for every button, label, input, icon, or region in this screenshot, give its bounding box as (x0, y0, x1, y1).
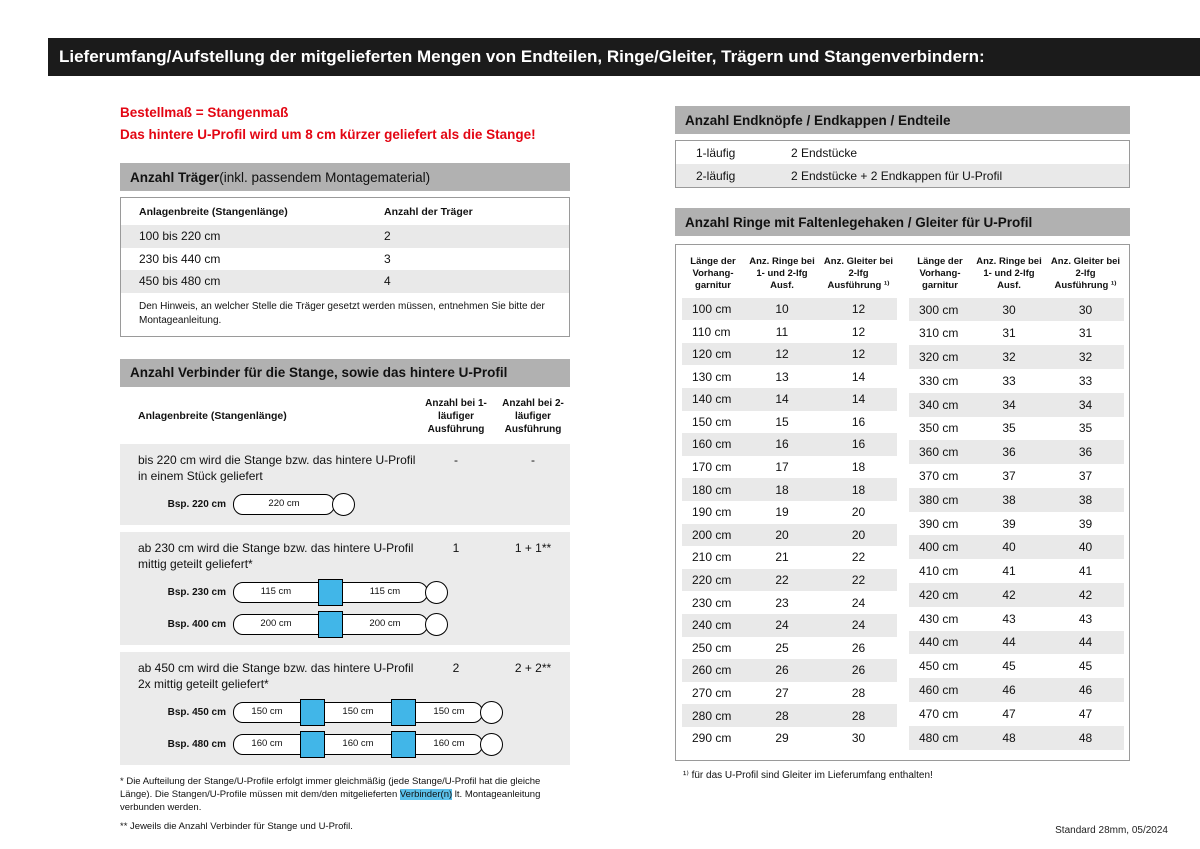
rod-example-label: Bsp. 230 cm (167, 586, 226, 598)
verbinder-desc: ab 450 cm wird die Stange bzw. das hintere U-Profil 2x mittig geteilt geliefert* (138, 660, 414, 691)
endteile-row (676, 164, 1129, 187)
page-title: Lieferumfang/Aufstellung der mitgelieferten Mengen von Endteilen, Ringe/Gleiter, Trägern und Stangenverbindern: (59, 47, 985, 66)
rod-connector (318, 611, 343, 638)
ring-row (682, 320, 897, 343)
traeger-note: Den Hinweis, an welcher Stelle die Träger gesetzt werden müssen, entnehmen Sie bitte der Montageanleitung. (139, 300, 545, 326)
rod-connector (318, 579, 343, 606)
order-notice (120, 102, 570, 146)
traeger-col-header-anzahl: Anzahl der Träger (384, 205, 473, 218)
ring-row (909, 417, 1124, 441)
ring-count: 19 (775, 505, 789, 520)
ring-count: 45 (1002, 659, 1016, 674)
ring-count: 34 (1002, 397, 1016, 412)
gleiter-count: 28 (851, 686, 866, 701)
ring-length: 220 cm (692, 573, 732, 588)
ring-count: 32 (1002, 350, 1016, 365)
ring-row (909, 440, 1124, 464)
traeger-rows (121, 225, 569, 293)
verbinder-count-2lfg: - (531, 452, 535, 467)
ring-row (909, 559, 1124, 583)
verbinder-table (120, 387, 570, 834)
verbinder-count-1lfg: - (454, 452, 458, 467)
rod-segment: 200 cm (369, 618, 401, 630)
ring-count: 31 (1002, 326, 1016, 341)
rod-end-knob (425, 613, 448, 636)
verbinder-count-1lfg: 1 (452, 540, 460, 555)
ring-row (682, 704, 897, 727)
verbinder-section-header (120, 359, 570, 387)
notice-line-2: Das hintere U-Profil wird um 8 cm kürzer geliefert als die Stange! (120, 127, 536, 142)
traeger-header-rest: (inkl. passendem Montagematerial) (219, 169, 431, 185)
ring-length: 430 cm (919, 611, 959, 626)
verbinder-header-label: Anzahl Verbinder für die Stange, sowie das hintere U-Profil (130, 365, 508, 380)
ring-count: 30 (1002, 302, 1016, 317)
doc-footer: Standard 28mm, 05/2024 (1055, 825, 1168, 836)
rod-diagram (233, 613, 448, 636)
ring-count: 20 (775, 527, 789, 542)
ring-length: 160 cm (692, 437, 732, 452)
gleiter-count: 30 (851, 731, 866, 746)
gleiter-count: 26 (851, 640, 866, 655)
ring-row (909, 369, 1124, 393)
ring-row (682, 456, 897, 479)
rod-example (120, 701, 570, 724)
endteile-type: 2-läufig (696, 168, 736, 183)
rod-segment: 160 cm (433, 738, 465, 750)
traeger-range: 230 bis 440 cm (139, 251, 221, 266)
ring-count: 17 (775, 460, 789, 475)
verbinder-highlight: Verbinder(n) (399, 788, 453, 800)
ring-row (909, 345, 1124, 369)
gleiter-count: 48 (1078, 730, 1093, 745)
verbinder-desc: bis 220 cm wird die Stange bzw. das hintere U-Profil in einem Stück geliefert (138, 452, 416, 483)
rod-connector (391, 731, 416, 758)
ring-length: 130 cm (692, 369, 732, 384)
ring-count: 47 (1002, 706, 1016, 721)
gleiter-count: 40 (1078, 540, 1093, 555)
ring-row (909, 726, 1124, 750)
ring-count: 43 (1002, 611, 1016, 626)
ring-length: 170 cm (692, 460, 732, 475)
gleiter-count: 18 (851, 460, 866, 475)
rod-segment: 115 cm (260, 586, 292, 598)
rod-end-knob (480, 701, 503, 724)
gleiter-count: 45 (1078, 659, 1093, 674)
ring-count: 36 (1002, 445, 1016, 460)
notice-line-1: Bestellmaß = Stangenmaß (120, 105, 289, 120)
rod-segment: 220 cm (268, 498, 300, 510)
traeger-section-header (120, 163, 570, 191)
ring-length: 230 cm (692, 595, 732, 610)
rod-diagram (233, 581, 448, 604)
verbinder-col-header-2lfg: Anzahl bei 2-läufiger Ausführung (502, 397, 564, 435)
gleiter-count: 12 (851, 347, 866, 362)
rod-connector (300, 731, 325, 758)
gleiter-count: 36 (1078, 445, 1093, 460)
ring-length: 450 cm (919, 659, 959, 674)
gleiter-count: 47 (1078, 706, 1093, 721)
ring-count: 24 (775, 618, 789, 633)
ring-count: 16 (775, 437, 789, 452)
endteile-section-header (675, 106, 1130, 134)
ring-row (909, 488, 1124, 512)
gleiter-count: 38 (1078, 492, 1093, 507)
gleiter-count: 12 (851, 301, 866, 316)
ringe-col-header-gleiter: Anz. Gleiter bei 2-lfg Ausführung ¹⁾ (823, 256, 894, 291)
ring-length: 250 cm (692, 640, 732, 655)
ring-length: 100 cm (692, 301, 732, 316)
ring-row (682, 388, 897, 411)
ring-row (682, 659, 897, 682)
ring-length: 210 cm (692, 550, 732, 565)
ring-row (909, 607, 1124, 631)
ring-length: 290 cm (692, 731, 732, 746)
left-column (120, 102, 570, 834)
ring-count: 48 (1002, 730, 1016, 745)
endteile-type: 1-läufig (696, 145, 736, 160)
ring-count: 29 (775, 731, 789, 746)
ring-row (909, 298, 1124, 322)
endteile-value: 2 Endstücke + 2 Endkappen für U-Profil (791, 168, 1003, 183)
ring-length: 420 cm (919, 587, 959, 602)
gleiter-count: 20 (851, 527, 866, 542)
ring-count: 22 (775, 573, 789, 588)
gleiter-count: 43 (1078, 611, 1093, 626)
ring-row (909, 464, 1124, 488)
traeger-row (121, 248, 569, 271)
ring-row (682, 524, 897, 547)
rod-connector (391, 699, 416, 726)
rod-example (120, 493, 570, 516)
ring-count: 15 (775, 414, 789, 429)
ring-row (909, 321, 1124, 345)
gleiter-count: 26 (851, 663, 866, 678)
traeger-count: 4 (384, 274, 391, 289)
verbinder-count-1lfg: 2 (452, 660, 460, 675)
verbinder-count-2lfg: 2 + 2** (514, 660, 552, 675)
ring-length: 320 cm (919, 350, 959, 365)
ring-count: 35 (1002, 421, 1016, 436)
ring-row (682, 727, 897, 750)
ring-length: 150 cm (692, 414, 732, 429)
ring-length: 480 cm (919, 730, 959, 745)
endteile-table (675, 140, 1130, 188)
traeger-count: 3 (384, 251, 391, 266)
ring-length: 370 cm (919, 468, 959, 483)
ring-length: 190 cm (692, 505, 732, 520)
rod-segment: 200 cm (260, 618, 292, 630)
ring-count: 27 (775, 686, 789, 701)
rod-example-label: Bsp. 220 cm (167, 498, 226, 510)
rod-example-label: Bsp. 480 cm (167, 738, 226, 750)
ringe-col-header-gleiter: Anz. Gleiter bei 2-lfg Ausführung ¹⁾ (1050, 256, 1121, 291)
traeger-count: 2 (384, 229, 391, 244)
ring-row (682, 343, 897, 366)
gleiter-count: 42 (1078, 587, 1093, 602)
gleiter-count: 22 (851, 550, 866, 565)
gleiter-count: 22 (851, 573, 866, 588)
ring-count: 37 (1002, 468, 1016, 483)
ring-row (682, 501, 897, 524)
rod-segment: 115 cm (369, 586, 401, 598)
ring-length: 460 cm (919, 683, 959, 698)
traeger-row (121, 225, 569, 248)
rod-end-knob (425, 581, 448, 604)
ring-count: 14 (775, 392, 789, 407)
rod-diagram (233, 701, 503, 724)
ring-row (682, 478, 897, 501)
ring-row (909, 702, 1124, 726)
ring-length: 360 cm (919, 445, 959, 460)
rod-segment: 150 cm (342, 706, 374, 718)
verbinder-footnote-2: ** Jeweils die Anzahl Verbinder für Stange und U-Profil. (120, 821, 353, 833)
ring-length: 110 cm (692, 324, 731, 339)
gleiter-count: 31 (1078, 326, 1093, 341)
ring-row (909, 678, 1124, 702)
ringe-section-header (675, 208, 1130, 236)
ring-count: 40 (1002, 540, 1016, 555)
rod-end-knob (480, 733, 503, 756)
ring-row (682, 546, 897, 569)
ring-length: 270 cm (692, 686, 732, 701)
rod-example (120, 613, 570, 636)
gleiter-count: 12 (851, 324, 866, 339)
ring-length: 310 cm (919, 326, 959, 341)
ring-length: 470 cm (919, 706, 959, 721)
gleiter-count: 33 (1078, 373, 1093, 388)
gleiter-count: 14 (851, 369, 866, 384)
gleiter-count: 37 (1078, 468, 1093, 483)
ring-row (682, 591, 897, 614)
ring-length: 140 cm (692, 392, 732, 407)
gleiter-count: 34 (1078, 397, 1093, 412)
verbinder-count-2lfg: 1 + 1** (514, 540, 552, 555)
ring-row (682, 298, 897, 321)
rod-segment: 160 cm (251, 738, 283, 750)
gleiter-count: 28 (851, 708, 866, 723)
ring-length: 180 cm (692, 482, 732, 497)
verbinder-col-header-1lfg: Anzahl bei 1-läufiger Ausführung (425, 397, 487, 435)
gleiter-count: 18 (851, 482, 866, 497)
gleiter-count: 32 (1078, 350, 1093, 365)
ring-count: 26 (775, 663, 789, 678)
ring-length: 380 cm (919, 492, 959, 507)
ring-length: 350 cm (919, 421, 959, 436)
gleiter-count: 14 (851, 392, 866, 407)
gleiter-count: 16 (851, 414, 866, 429)
gleiter-count: 46 (1078, 683, 1093, 698)
gleiter-count: 30 (1078, 302, 1093, 317)
gleiter-count: 41 (1078, 564, 1093, 579)
rod-end-knob (332, 493, 355, 516)
endteile-row (676, 141, 1129, 164)
gleiter-count: 44 (1078, 635, 1093, 650)
ring-length: 280 cm (692, 708, 732, 723)
ring-length: 240 cm (692, 618, 732, 633)
traeger-range: 100 bis 220 cm (139, 229, 221, 244)
traeger-col-header-breite: Anlagenbreite (Stangenlänge) (139, 205, 288, 218)
ring-count: 33 (1002, 373, 1016, 388)
ring-count: 18 (775, 482, 789, 497)
ring-count: 46 (1002, 683, 1016, 698)
ring-length: 260 cm (692, 663, 732, 678)
ring-length: 120 cm (692, 347, 732, 362)
rod-diagram (233, 493, 355, 516)
ring-count: 44 (1002, 635, 1016, 650)
verbinder-footnote-1: * Die Aufteilung der Stange/U-Profile erfolgt immer gleichmäßig (jede Stange/U-Profil hat die gleiche Länge). Die Stangen/U-Profile müssen mit dem/den mitgelieferten Verbinder(n) lt. Montageanleitung verbunden werden. (120, 775, 541, 814)
traeger-header-bold: Anzahl Träger (130, 169, 220, 185)
ring-count: 41 (1002, 564, 1016, 579)
traeger-range: 450 bis 480 cm (139, 274, 221, 289)
endteile-header-label: Anzahl Endknöpfe / Endkappen / Endteile (685, 112, 951, 128)
ring-count: 11 (775, 324, 789, 339)
ring-length: 390 cm (919, 516, 959, 531)
ring-count: 12 (775, 347, 789, 362)
gleiter-count: 24 (851, 618, 866, 633)
title-bar (48, 38, 1200, 76)
verbinder-section-ab-230 (120, 532, 570, 645)
rod-example-label: Bsp. 450 cm (167, 706, 226, 718)
rod-example (120, 733, 570, 756)
ringe-header-label: Anzahl Ringe mit Faltenlegehaken / Gleiter für U-Profil (685, 214, 1033, 230)
ring-row (909, 583, 1124, 607)
rod-example (120, 581, 570, 604)
ringe-table-right (909, 253, 1124, 750)
ringe-col-header-ringe: Anz. Ringe bei 1- und 2-lfg Ausf. (976, 256, 1042, 291)
ringe-footnote: ¹⁾ für das U-Profil sind Gleiter im Lieferumfang enthalten! (683, 769, 933, 781)
right-column (675, 106, 1130, 781)
ring-row (682, 637, 897, 660)
verbinder-table-head (120, 387, 570, 444)
ringe-col-header-laenge: Länge der Vorhang-garnitur (690, 256, 736, 291)
ring-row (909, 512, 1124, 536)
ring-length: 200 cm (692, 527, 732, 542)
ring-length: 300 cm (919, 302, 959, 317)
ring-count: 42 (1002, 587, 1016, 602)
ringe-table (675, 244, 1130, 761)
ring-count: 38 (1002, 492, 1016, 507)
ring-count: 25 (775, 640, 789, 655)
gleiter-count: 20 (851, 505, 866, 520)
ring-length: 330 cm (919, 373, 959, 388)
ring-count: 13 (775, 369, 789, 384)
rod-example-label: Bsp. 400 cm (167, 618, 226, 630)
verbinder-desc: ab 230 cm wird die Stange bzw. das hintere U-Profil mittig geteilt geliefert* (138, 540, 414, 571)
rod-segment: 150 cm (433, 706, 465, 718)
ring-row (682, 569, 897, 592)
gleiter-count: 35 (1078, 421, 1093, 436)
ring-count: 39 (1002, 516, 1016, 531)
ring-row (909, 535, 1124, 559)
ring-row (682, 411, 897, 434)
gleiter-count: 16 (851, 437, 866, 452)
ringe-table-left (682, 253, 897, 750)
traeger-row (121, 270, 569, 293)
traeger-table (120, 197, 570, 337)
ring-row (682, 365, 897, 388)
verbinder-col-header-breite: Anlagenbreite (Stangenlänge) (138, 410, 287, 422)
ring-length: 340 cm (919, 397, 959, 412)
rod-diagram (233, 733, 503, 756)
endteile-value: 2 Endstücke (791, 145, 858, 160)
ring-count: 23 (775, 595, 789, 610)
verbinder-section-ab-450 (120, 652, 570, 765)
ring-row (909, 654, 1124, 678)
ring-row (682, 614, 897, 637)
gleiter-count: 39 (1078, 516, 1093, 531)
ring-row (909, 393, 1124, 417)
ring-row (682, 433, 897, 456)
ring-count: 21 (775, 550, 789, 565)
ring-length: 410 cm (919, 564, 959, 579)
ring-count: 10 (775, 301, 789, 316)
ring-length: 400 cm (919, 540, 959, 555)
ring-row (909, 631, 1124, 655)
ringe-col-header-laenge: Länge der Vorhang-garnitur (917, 256, 963, 291)
traeger-table-head (121, 198, 569, 225)
verbinder-section-bis-220 (120, 444, 570, 525)
ring-length: 440 cm (919, 635, 959, 650)
rod-segment: 150 cm (251, 706, 283, 718)
gleiter-count: 24 (851, 595, 866, 610)
rod-connector (300, 699, 325, 726)
rod-segment: 160 cm (342, 738, 374, 750)
ringe-col-header-ringe: Anz. Ringe bei 1- und 2-lfg Ausf. (749, 256, 815, 291)
ring-row (682, 682, 897, 705)
ring-count: 28 (775, 708, 789, 723)
